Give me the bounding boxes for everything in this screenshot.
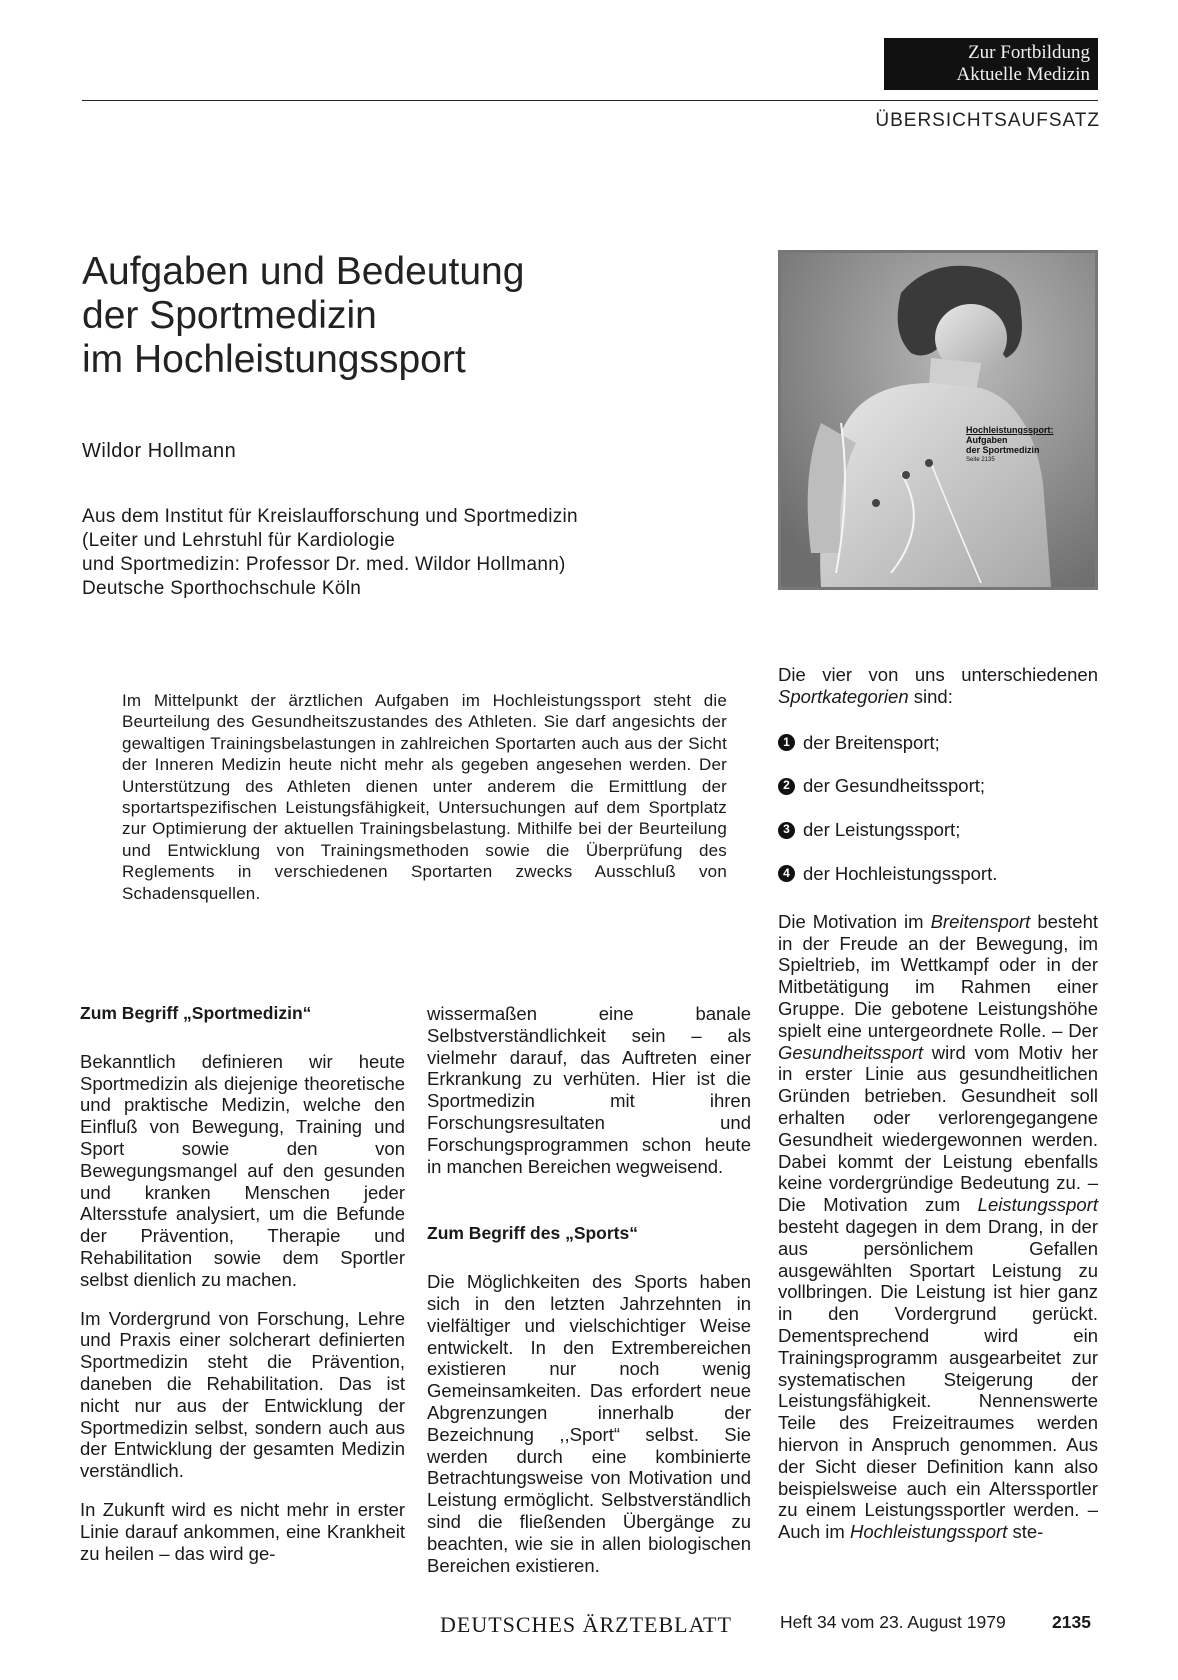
article-title xyxy=(82,250,722,382)
paragraph: Im Vordergrund von Forschung, Lehre und Praxis einer solcherart definierten Sportmedizin steht die Prävention, daneben die Rehabilitation. Das ist nicht nur aus der Entwicklung der Sportmedizin selbst, sondern auch aus der Entwicklung der gesamten Medizin verständlich. xyxy=(80,1307,405,1482)
text-run: Die Motivation im xyxy=(778,910,931,932)
affiliation-line: Aus dem Institut für Kreislaufforschung und Sportmedizin xyxy=(82,506,578,527)
emphasis: Breitensport xyxy=(930,910,1031,932)
header-rule xyxy=(82,100,1098,101)
emphasis: Gesundheitssport xyxy=(778,1041,924,1063)
number-3-icon: 3 xyxy=(778,822,795,839)
affiliation-line: (Leiter und Lehrstuhl für Kardiologie xyxy=(82,530,396,551)
badge-line-2: Aktuelle Medizin xyxy=(956,64,1090,85)
list-item-label: der Leistungssport; xyxy=(803,819,961,841)
text-run: besteht dagegen in dem Drang, in der aus persönlichem Gefallen ausgewählten Sportart Leistung zu vollbringen. Die Leistung ist hier ganz in den Vordergrund gerückt. Dementsprechend wird ein Trainingsprogramm ausgearbeitet zur systematischen Steigerung der Leistungsfähigkeit. Nennenswerte Teile des Freizeitraumes werden hiervon in Anspruch genommen. Aus der Sicht dieser Definition kann also beispielsweise auch ein Alterssportler zu einem Leistungssportler werden. – Auch im xyxy=(778,1215,1098,1543)
issue-info: Heft 34 vom 23. August 1979 xyxy=(780,1612,1006,1632)
affiliation xyxy=(82,505,722,601)
intro-text: sind: xyxy=(908,685,953,707)
list-item xyxy=(778,863,1098,885)
number-1-icon: 1 xyxy=(778,734,795,751)
categories-intro xyxy=(778,664,1098,708)
list-item xyxy=(778,732,1098,754)
text-run: besteht in der Freude an der Bewegung, im Spieltrieb, im Wettkampf oder in der Mitbetätigung im Rahmen einer Gruppe. Die gebotene Leistungshöhe spielt eine untergeordnete Rolle. – Der xyxy=(778,910,1099,1041)
paragraph: In Zukunft wird es nicht mehr in erster Linie darauf ankommen, eine Krankheit zu heilen – das wird ge- xyxy=(80,1498,405,1564)
column-3 xyxy=(778,664,1098,1543)
list-item-label: der Hochleistungssport. xyxy=(803,862,998,884)
paragraph: Die Möglichkeiten des Sports haben sich in den letzten Jahrzehnten in vielfältiger und vielschichtiger Weise entwickelt. In den Extrembereichen existieren nur noch wenig Gemeinsamkeiten. Das erfordert neue Abgrenzungen innerhalb der Bezeichnung ,,Sport“ selbst. Sie werden durch eine kombinierte Betrachtungsweise von Motivation und Leistung ermöglicht. Selbstverständlich sind die fließenden Übergänge zu beachten, wie sie in allen biologischen Bereichen existieren. xyxy=(427,1271,751,1576)
list-item xyxy=(778,775,1098,797)
number-2-icon: 2 xyxy=(778,778,795,795)
emphasis: Hochleistungssport xyxy=(849,1521,1008,1543)
journal-name: DEUTSCHES ÄRZTEBLATT xyxy=(440,1612,732,1637)
intro-emphasis: Sportkategorien xyxy=(778,685,909,707)
title-line-2: der Sportmedizin xyxy=(82,294,377,337)
paragraph: Bekanntlich definieren wir heute Sportmedizin als diejenige theoretische und praktische Medizin, welche den Einfluß von Bewegung, Training und Sport sowie den von Bewegungsmangel auf den gesunden und kranken Menschen jeder Altersstufe analysiert, um die Befunde der Prävention, Therapie und Rehabilitation sowie dem Sportler selbst dienlich zu machen. xyxy=(80,1050,405,1290)
section-label: ÜBERSICHTSAUFSATZ xyxy=(875,110,1100,131)
column-1 xyxy=(80,1003,405,1581)
text-run: wird vom Motiv her in erster Linie aus gesundheitlichen Gründen betrieben. Gesundheit soll erhalten oder verlorengegangene Gesundheit wiedergewonnen werden. Dabei kommt der Leistung ebenfalls keine vordergründige Bedeutung zu. – Die Motivation zum xyxy=(778,1041,1098,1216)
title-line-3: im Hochleistungssport xyxy=(82,338,466,381)
column-2 xyxy=(427,1003,751,1593)
number-4-icon: 4 xyxy=(778,865,795,882)
affiliation-line: und Sportmedizin: Professor Dr. med. Wildor Hollmann) xyxy=(82,554,566,575)
title-line-1: Aufgaben und Bedeutung xyxy=(82,250,525,293)
paragraph: wissermaßen eine banale Selbstverständlichkeit sein – als vielmehr darauf, das Auftreten einer Erkrankung zu verhüten. Hier ist die Sportmedizin mit ihren Forschungsresultaten und Forschungsprogrammen schon heute in manchen Bereichen wegweisend. xyxy=(427,1003,751,1177)
photo-caption xyxy=(966,425,1086,465)
paragraph xyxy=(778,911,1098,1543)
athlete-photo xyxy=(778,250,1098,590)
athlete-photo-illustration xyxy=(781,253,1095,587)
intro-text: Die vier von uns unterschiedenen xyxy=(778,664,1098,685)
affiliation-line: Deutsche Sporthochschule Köln xyxy=(82,578,362,599)
list-item xyxy=(778,819,1098,841)
text-run: ste- xyxy=(1007,1521,1044,1543)
badge-line-1: Zur Fortbildung xyxy=(968,42,1090,63)
author-name: Wildor Hollmann xyxy=(82,440,237,462)
section-heading: Zum Begriff „Sportmedizin“ xyxy=(80,1003,312,1023)
list-item-label: der Breitensport; xyxy=(803,731,940,753)
photo-caption-line: der Sportmedizin xyxy=(966,445,1040,455)
list-item-label: der Gesundheitssport; xyxy=(803,775,986,797)
section-badge xyxy=(884,38,1098,90)
photo-caption-line: Aufgaben xyxy=(966,435,1008,445)
emphasis: Leistungssport xyxy=(977,1194,1098,1216)
page-number: 2135 xyxy=(1052,1612,1091,1632)
abstract: Im Mittelpunkt der ärztlichen Aufgaben im Hochleistungssport steht die Beurteilung des Gesundheitszustandes des Athleten. Sie darf angesichts der gewaltigen Trainingsbelastungen in zahlreichen Sportarten auch aus der Sicht der Inneren Medizin heute nicht mehr als gegeben angesehen werden. Der Unterstützung des Athleten dienen unter anderem die Ermittlung der sportartspezifischen Leistungsfähigkeit, Untersuchungen auf dem Sportplatz zur Optimierung der aktuellen Trainingsbelastung. Mithilfe bei der Beurteilung und Entwicklung von Trainingsmethoden sowie die Überprüfung des Reglements in verschiedenen Sportarten zwecks Ausschluß von Schadensquellen. xyxy=(122,691,727,903)
photo-caption-line: Seite 2135 xyxy=(966,457,995,463)
section-heading: Zum Begriff des „Sports“ xyxy=(427,1223,638,1244)
photo-caption-title: Hochleistungssport: xyxy=(966,425,1054,435)
